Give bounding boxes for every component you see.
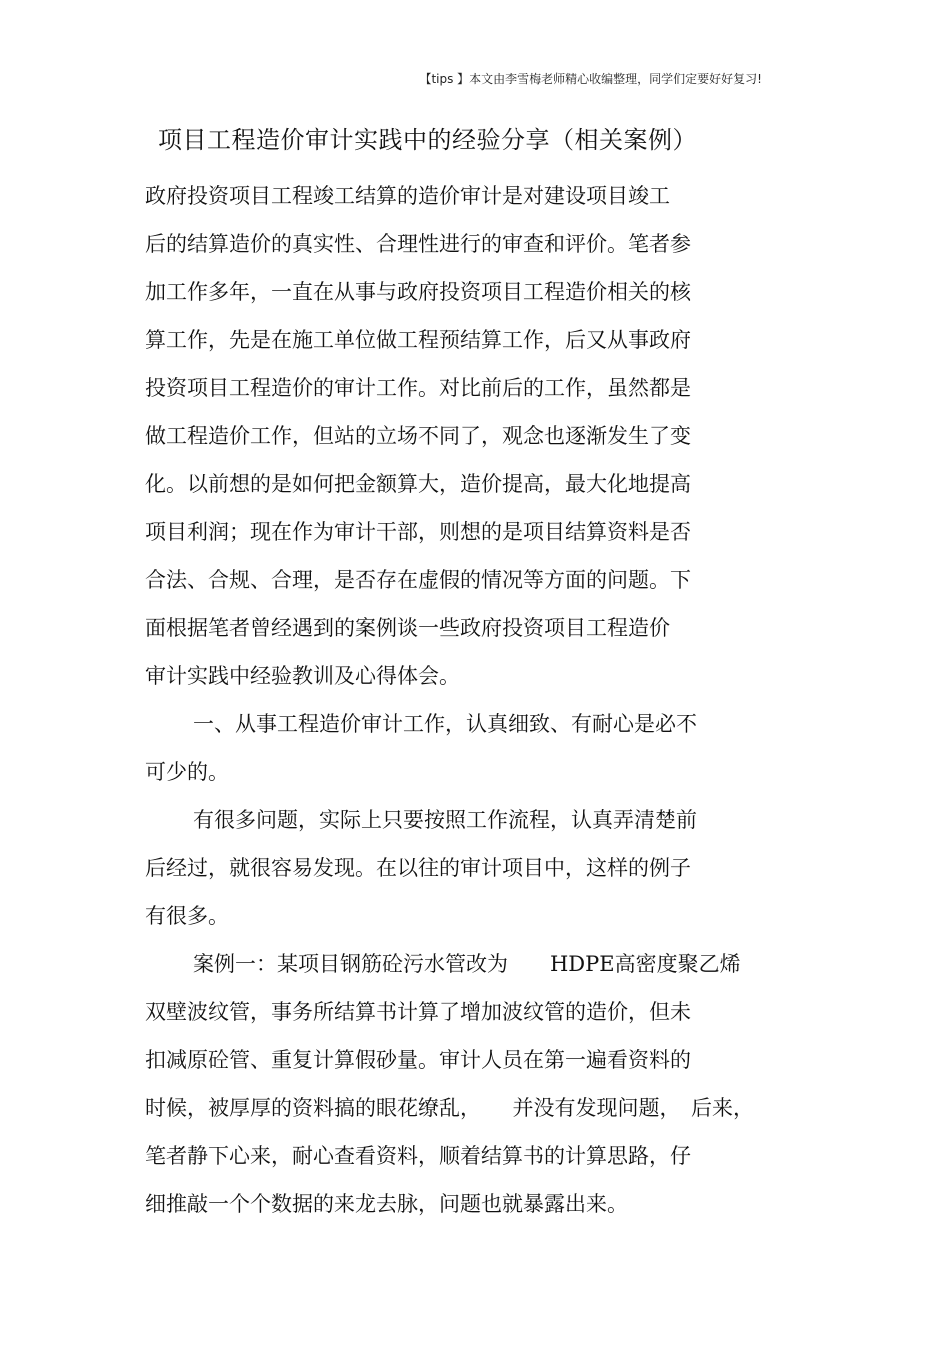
case-line: 时候，被厚厚的资料搞的眼花缭乱， 并没有发现问题， 后来， bbox=[145, 1096, 754, 1120]
body-line: 合法、合规、合理，是否存在虚假的情况等方面的问题。下 bbox=[145, 568, 691, 592]
body-line: 做工程造价工作，但站的立场不同了，观念也逐渐发生了变 bbox=[145, 424, 691, 448]
case-line: 细推敲一个个数据的来龙去脉，问题也就暴露出来。 bbox=[145, 1192, 628, 1216]
document-body bbox=[145, 172, 825, 1228]
header-tip: 【tips 】本文由李雪梅老师精心收编整理，同学们定要好好复习! bbox=[419, 72, 762, 86]
section-heading-line: 一、从事工程造价审计工作，认真细致、有耐心是必不 bbox=[193, 712, 697, 736]
body-line: 后的结算造价的真实性、合理性进行的审查和评价。笔者参 bbox=[145, 232, 691, 256]
body-line: 有很多问题，实际上只要按照工作流程，认真弄清楚前 bbox=[193, 808, 697, 832]
body-line: 后经过，就很容易发现。在以往的审计项目中，这样的例子 bbox=[145, 856, 691, 880]
body-line: 投资项目工程造价的审计工作。对比前后的工作，虽然都是 bbox=[145, 376, 691, 400]
body-line: 面根据笔者曾经遇到的案例谈一些政府投资项目工程造价 bbox=[145, 616, 670, 640]
body-line: 审计实践中经验教训及心得体会。 bbox=[145, 664, 460, 688]
document-title: 项目工程造价审计实践中的经验分享（相关案例） bbox=[158, 126, 697, 154]
case-line: 案例一：某项目钢筋砼污水管改为 HDPE高密度聚乙烯 bbox=[193, 952, 741, 976]
case-line: 扣减原砼管、重复计算假砂量。审计人员在第一遍看资料的 bbox=[145, 1048, 691, 1072]
body-line: 加工作多年，一直在从事与政府投资项目工程造价相关的核 bbox=[145, 280, 691, 304]
case-line: 双壁波纹管，事务所结算书计算了增加波纹管的造价，但未 bbox=[145, 1000, 691, 1024]
body-line: 项目利润；现在作为审计干部，则想的是项目结算资料是否 bbox=[145, 520, 691, 544]
case-line: 笔者静下心来，耐心查看资料，顺着结算书的计算思路，仔 bbox=[145, 1144, 691, 1168]
body-line: 有很多。 bbox=[145, 904, 229, 928]
body-line: 政府投资项目工程竣工结算的造价审计是对建设项目竣工 bbox=[145, 184, 670, 208]
section-heading-line: 可少的。 bbox=[145, 760, 229, 784]
body-line: 化。以前想的是如何把金额算大，造价提高，最大化地提高 bbox=[145, 472, 691, 496]
body-line: 算工作，先是在施工单位做工程预结算工作，后又从事政府 bbox=[145, 328, 691, 352]
